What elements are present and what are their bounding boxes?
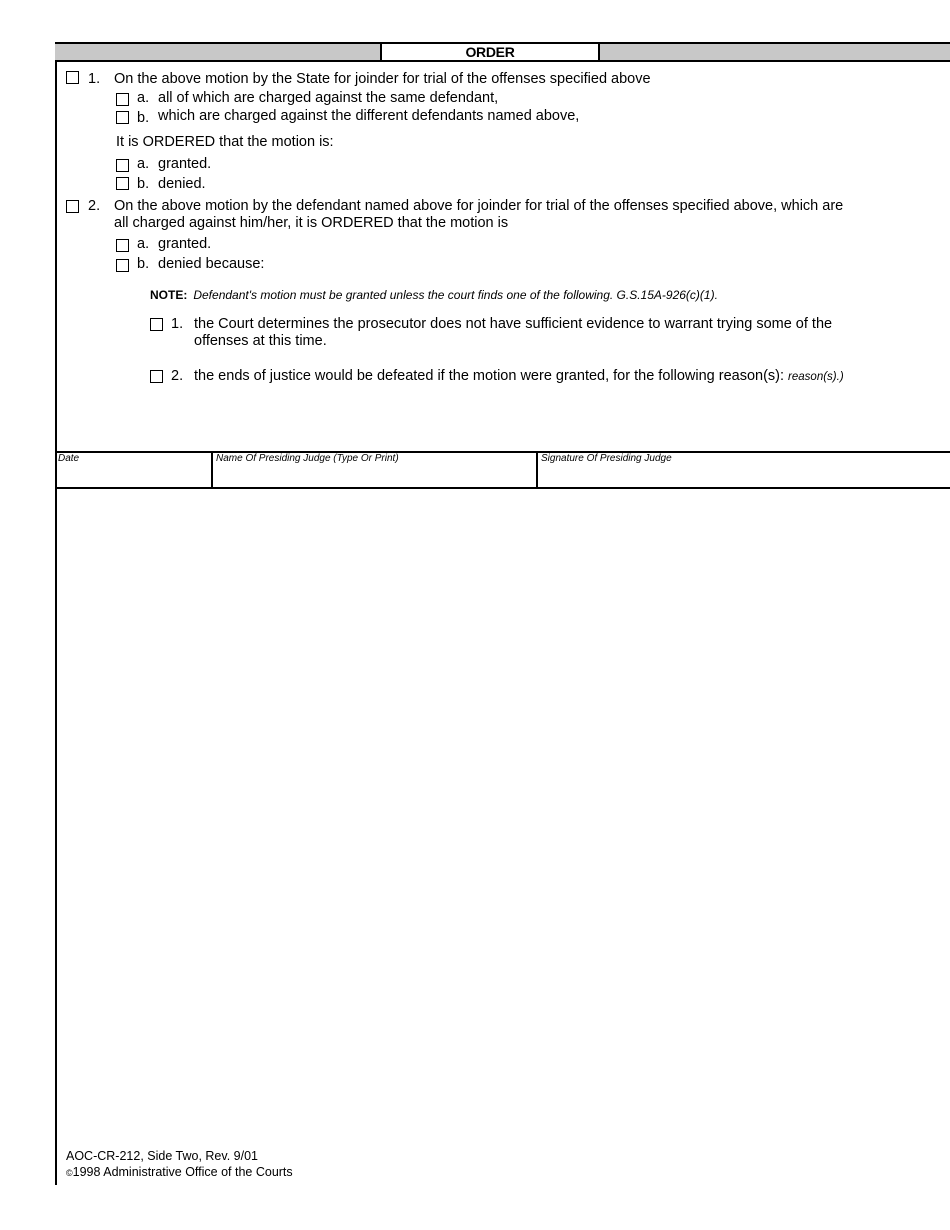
judge-name-label: Name Of Presiding Judge (Type Or Print) bbox=[216, 453, 399, 464]
section-title: ORDER bbox=[380, 42, 600, 62]
date-field[interactable] bbox=[55, 453, 213, 489]
reason1-checkbox[interactable] bbox=[150, 318, 163, 331]
copyright bbox=[66, 1164, 293, 1181]
reason1-number: 1. bbox=[171, 316, 184, 332]
item1-number: 1. bbox=[88, 71, 101, 87]
item2-text-line2: all charged against him/her, it is ORDERED that the motion is bbox=[114, 215, 509, 231]
item2-denied-checkbox[interactable] bbox=[116, 259, 129, 272]
header-shaded-right bbox=[600, 42, 950, 62]
copyright-text: 1998 Administrative Office of the Courts bbox=[72, 1165, 293, 1179]
item1-text: On the above motion by the State for joinder for trial of the offenses specified above bbox=[114, 71, 651, 87]
note-text: Defendant's motion must be granted unless the court finds one of the following. G.S.15A-926(c)(1). bbox=[193, 288, 718, 302]
reason2-number: 2. bbox=[171, 368, 184, 384]
item1-granted-checkbox[interactable] bbox=[116, 159, 129, 172]
note bbox=[150, 288, 718, 303]
item1-denied-letter: b. bbox=[137, 176, 150, 192]
item1-granted-letter: a. bbox=[137, 156, 150, 172]
reason2-text bbox=[194, 368, 844, 386]
judge-signature-field[interactable] bbox=[538, 453, 950, 489]
note-label: NOTE: bbox=[150, 288, 188, 302]
item1-ordered-text: It is ORDERED that the motion is: bbox=[116, 134, 334, 150]
item1-granted-text: granted. bbox=[158, 156, 212, 172]
item1-checkbox[interactable] bbox=[66, 71, 79, 84]
item1-option-a-text: all of which are charged against the same defendant, bbox=[158, 90, 499, 106]
item2-granted-checkbox[interactable] bbox=[116, 239, 129, 252]
copyright-symbol: © bbox=[66, 1168, 73, 1178]
form-id: AOC-CR-212, Side Two, Rev. 9/01 bbox=[66, 1149, 258, 1163]
item2-granted-text: granted. bbox=[158, 236, 212, 252]
item1-option-b-letter: b. bbox=[137, 110, 150, 126]
date-label: Date bbox=[58, 453, 80, 464]
reason2-text-main: the ends of justice would be defeated if the motion were granted, for the following reason(s): bbox=[194, 368, 785, 384]
item1-option-a-letter: a. bbox=[137, 90, 150, 106]
item1-denied-checkbox[interactable] bbox=[116, 177, 129, 190]
reason1-text-line1: the Court determines the prosecutor does not have sufficient evidence to warrant trying some of the bbox=[194, 316, 833, 332]
item1-option-b-text: which are charged against the different defendants named above, bbox=[158, 108, 580, 124]
item2-number: 2. bbox=[88, 198, 101, 214]
judge-name-field[interactable] bbox=[213, 453, 538, 489]
header-shaded-left bbox=[55, 42, 380, 62]
item1-option-a-checkbox[interactable] bbox=[116, 93, 129, 106]
left-border-line bbox=[55, 42, 57, 1185]
item1-option-b-checkbox[interactable] bbox=[116, 111, 129, 124]
item2-checkbox[interactable] bbox=[66, 200, 79, 213]
reason2-suffix: reason(s).) bbox=[788, 371, 844, 383]
item2-denied-letter: b. bbox=[137, 256, 150, 272]
reason2-checkbox[interactable] bbox=[150, 370, 163, 383]
judge-signature-label: Signature Of Presiding Judge bbox=[541, 453, 672, 464]
item2-denied-text: denied because: bbox=[158, 256, 265, 272]
item2-text-line1: On the above motion by the defendant named above for joinder for trial of the offenses specified above, which are bbox=[114, 198, 844, 214]
reason1-text-line2: offenses at this time. bbox=[194, 333, 327, 349]
item1-denied-text: denied. bbox=[158, 176, 206, 192]
item2-granted-letter: a. bbox=[137, 236, 150, 252]
signature-row bbox=[55, 451, 950, 489]
